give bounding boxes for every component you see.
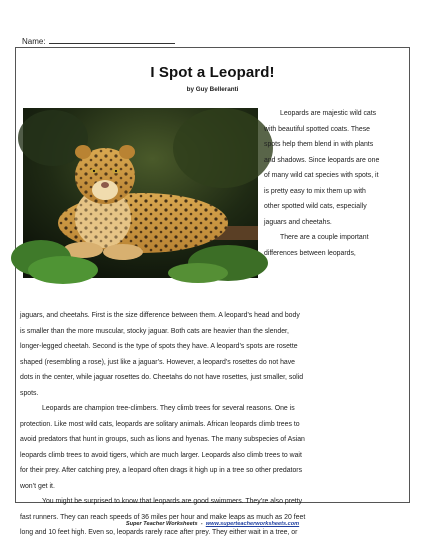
body-line: leopards climb trees to avoid tigers, which are much larger. Leopards also climb trees to wait (20, 451, 302, 459)
body-line: dots in the center, while jaguar rosettes do. Cheetahs do not have rosettes, just smaller, solid (20, 374, 304, 381)
body-line: avoid predators that hunt in groups, such as lions and hyenas. The many subspecies of Asian (20, 436, 305, 443)
body-line: shaped (resembling a rose), just like a jaguar’s. However, a leopard’s rosettes do not have (20, 358, 296, 366)
body-line: longer-legged cheetah. Second is the type of spots they have. A leopard’s spots are rosette (20, 343, 298, 350)
footer-brand: Super Teacher Worksheets (125, 521, 198, 527)
side-text (264, 106, 408, 261)
body-line: fast runners. They can reach speeds of 36 miles per hour and make leaps as much as 20 feet (20, 513, 306, 521)
body-line: protection. Like most wild cats, leopards are solitary animals. African leopards climb trees to (20, 420, 300, 428)
name-label: Name: (22, 37, 46, 46)
body-line: Leopards are champion tree-climbers. They climb trees for several reasons. One is (42, 405, 295, 412)
body-line: long and 10 feet high. Even so, leopards rarely race after prey. They either wait in a tree, or (20, 529, 298, 536)
side-line: There are a couple important (280, 234, 369, 241)
footer-link[interactable]: www.superteacherworksheets.com (205, 521, 300, 527)
side-line: Leopards are majestic wild cats (280, 110, 377, 117)
side-line: differences between leopards, (264, 249, 356, 257)
side-line: and shadows. Since leopards are one (264, 156, 380, 164)
side-line: jaguars and cheetahs. (264, 218, 332, 226)
name-line (22, 36, 175, 46)
body-line: spots. (20, 389, 39, 397)
side-line: spots help them blend in with plants (264, 141, 374, 148)
side-line: other spotted wild cats, especially (264, 203, 367, 210)
body-text (20, 308, 408, 541)
name-blank[interactable] (49, 36, 175, 44)
page-title: I Spot a Leopard! (150, 64, 275, 81)
byline: by Guy Belleranti (186, 86, 239, 93)
body-line: You might be surprised to know that leopards are good swimmers. They’re also pretty (42, 498, 303, 505)
side-line: of many wild cat species with spots, it (264, 172, 379, 179)
body-line: jaguars, and cheetahs. First is the size difference between them. A leopard’s head and body (20, 312, 300, 319)
body-line: won’t get it. (20, 482, 55, 490)
side-line: is pretty easy to mix them up with (264, 187, 366, 195)
footer-separator: - (200, 521, 203, 527)
body-line: for their prey. After catching prey, a leopard often drags it high up in a tree so other predators (20, 467, 303, 474)
leopard-photo (23, 108, 258, 278)
footer (0, 521, 425, 527)
body-line: is smaller than the more muscular, stocky jaguar. Both cats are heavier than the slender, (20, 327, 289, 335)
side-line: with beautiful spotted coats. These (264, 125, 370, 133)
